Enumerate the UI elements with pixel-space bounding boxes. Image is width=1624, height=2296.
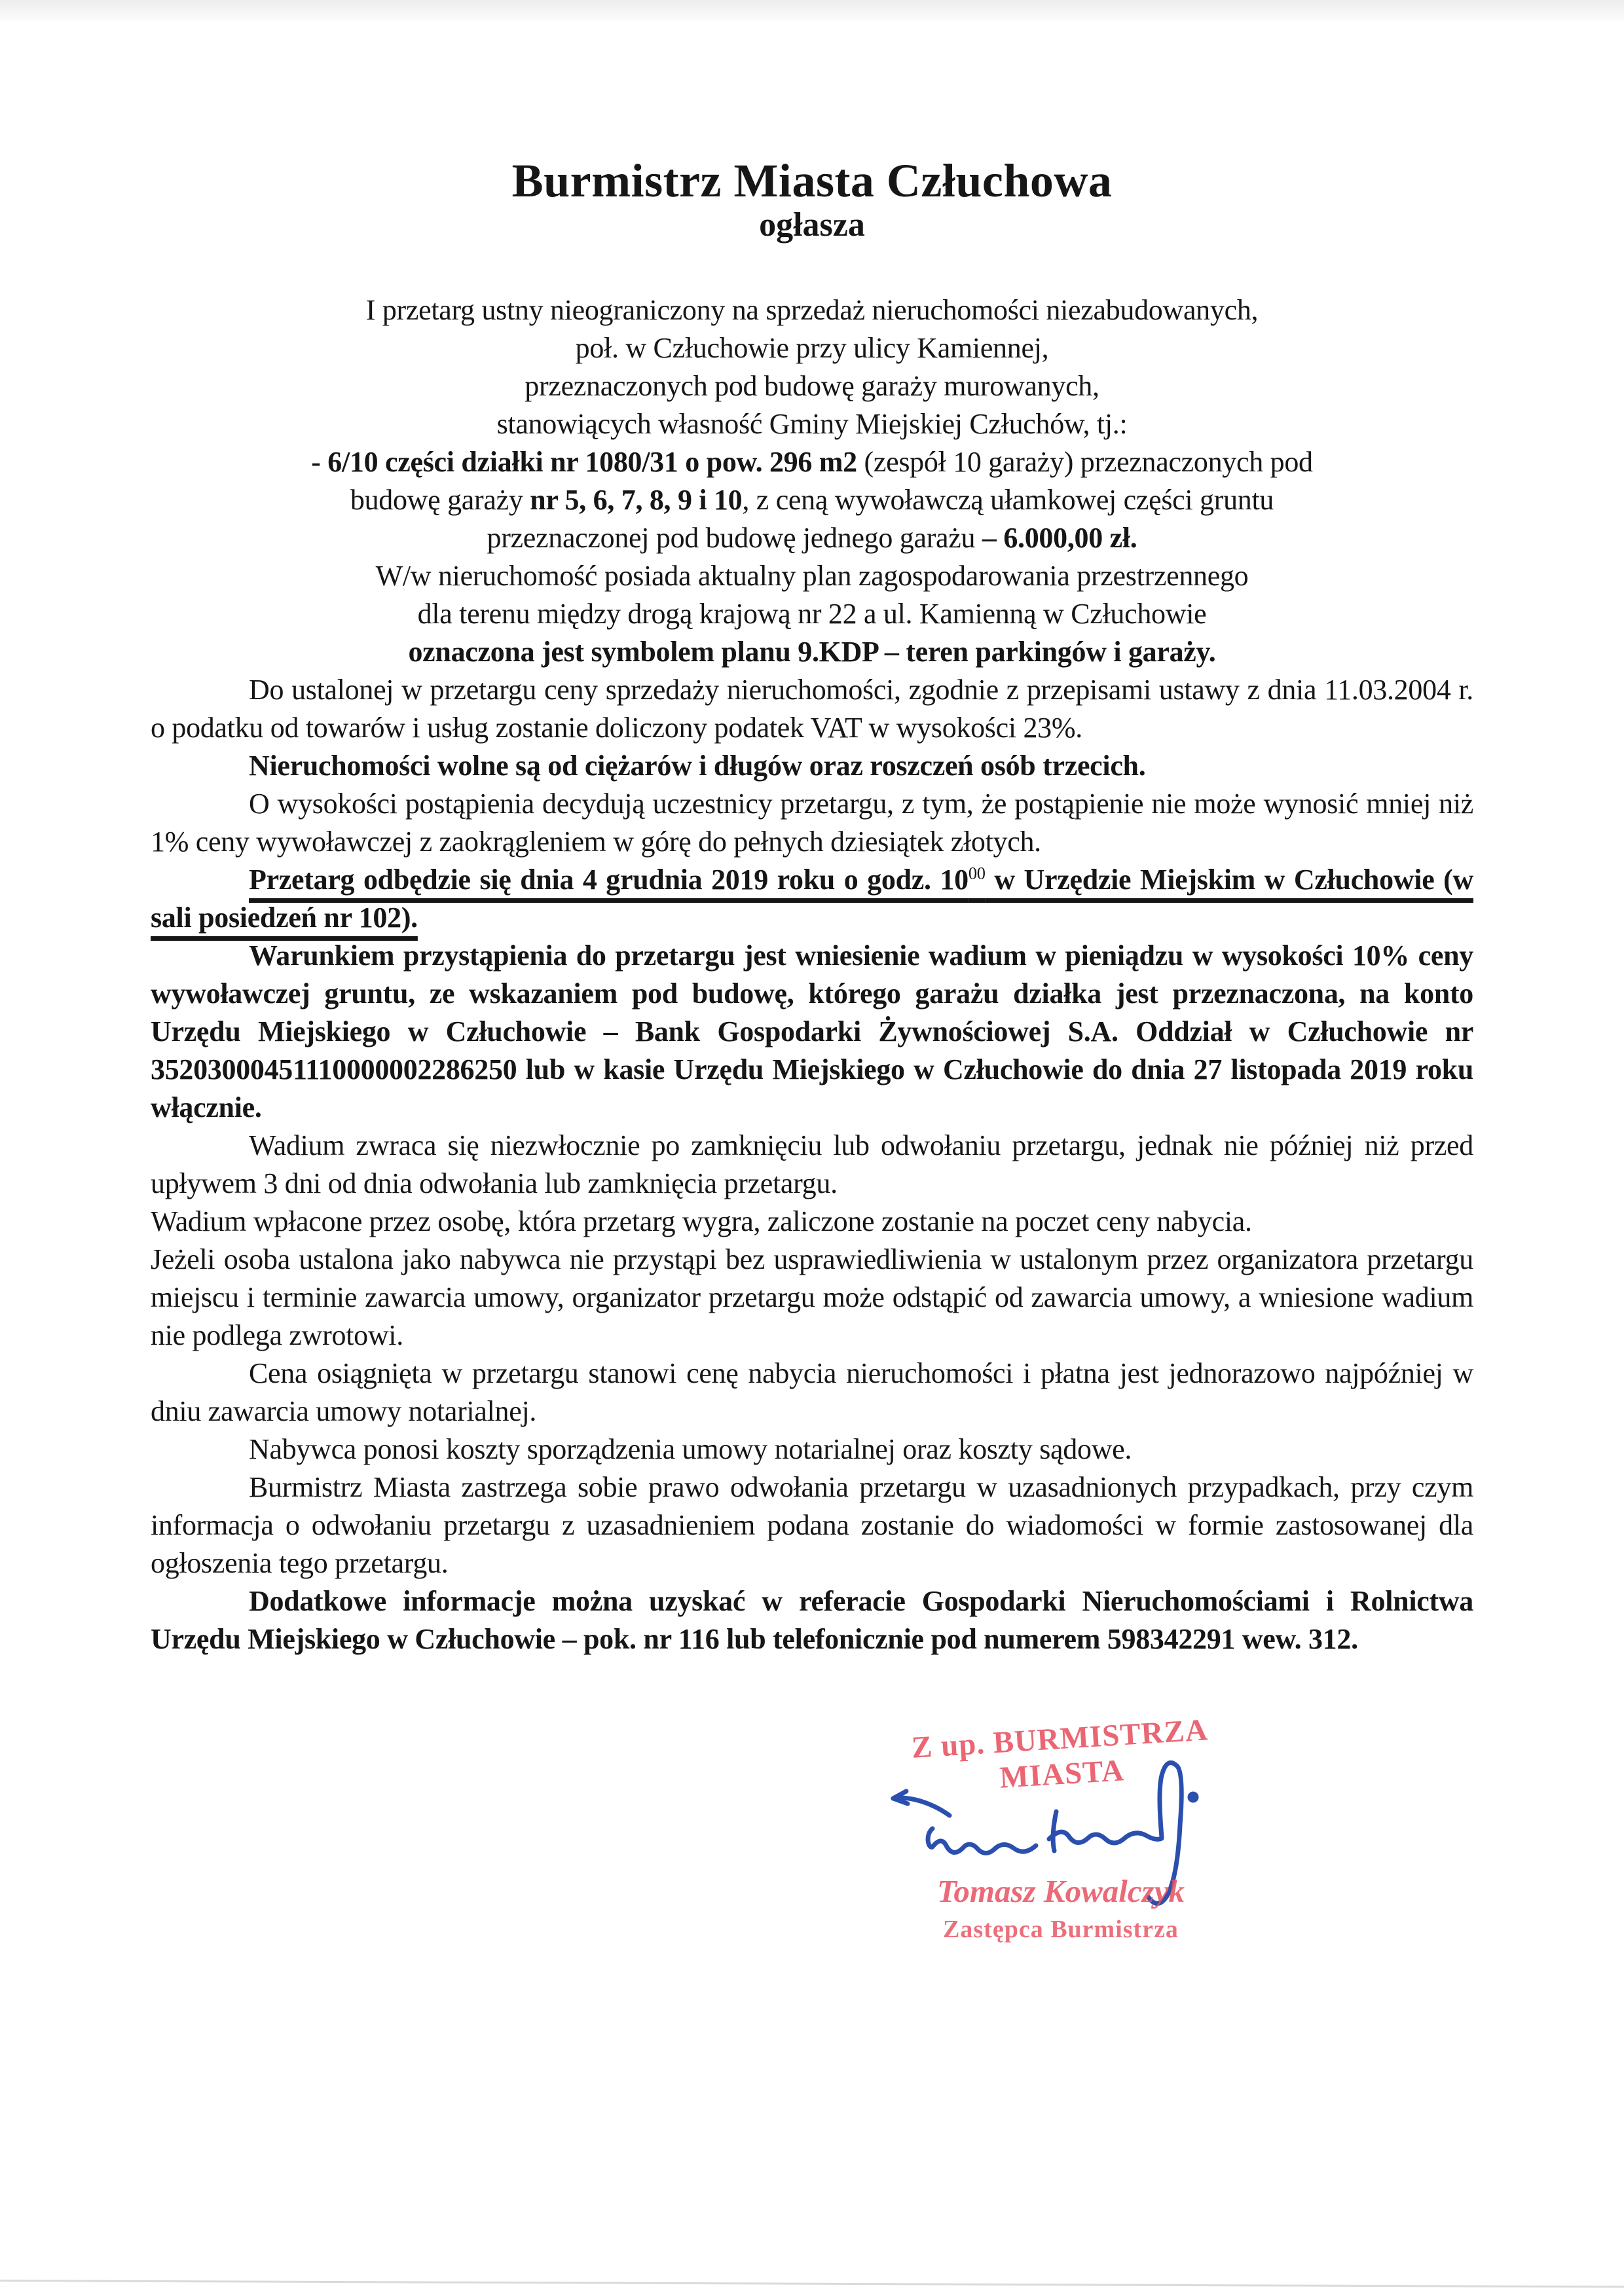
text-run: Dodatkowe informacje można uzyskać w referacie Gospodarki Nieruchomościami i Rolnictwa Urzędu Miejskiego w Człuchowie – pok. nr 116 lub telefonicznie pod numerem 598342291 wew. 312.	[151, 1585, 1473, 1655]
stamp-signer-name: Tomasz Kowalczyk	[937, 1873, 1185, 1909]
text-run: poł. w Człuchowie przy ulicy Kamiennej,	[575, 332, 1049, 364]
intro-line	[151, 557, 1473, 595]
paragraph	[151, 1127, 1473, 1203]
intro-line	[151, 519, 1473, 557]
paragraph	[151, 671, 1473, 747]
paragraph	[151, 1468, 1473, 1582]
text-run: Nabywca ponosi koszty sporządzenia umowy notarialnej oraz koszty sądowe.	[249, 1433, 1132, 1465]
text-run: - 6/10 części działki nr 1080/31 o pow. 296 m2	[311, 446, 864, 478]
intro-line	[151, 291, 1473, 329]
text-run: – 6.000,00 zł.	[982, 522, 1137, 554]
text-run: dla terenu między drogą krajową nr 22 a ul. Kamienną w Człuchowie	[417, 598, 1207, 630]
intro-line	[151, 481, 1473, 519]
text-run: 00	[968, 863, 986, 883]
document-title: Burmistrz Miasta Człuchowa	[511, 155, 1113, 207]
text-run: budowę garaży	[350, 484, 530, 516]
paragraph	[151, 1355, 1473, 1430]
text-run: w Urzędzie Miejskim w Człuchowie (w sali posiedzeń nr 102).	[151, 864, 1473, 934]
text-run: W/w nieruchomość posiada aktualny plan zagospodarowania przestrzennego	[375, 560, 1249, 592]
document-subtitle: ogłasza	[759, 206, 865, 244]
scan-edge-top	[0, 0, 1624, 22]
text-run: I przetarg ustny nieograniczony na sprzedaż nieruchomości niezabudowanych,	[365, 294, 1259, 326]
intro-line	[151, 329, 1473, 367]
intro-block	[151, 291, 1473, 671]
text-run: Cena osiągnięta w przetargu stanowi cenę nabycia nieruchomości i płatna jest jednorazowo najpóźniej w dniu zawarcia umowy notarialnej.	[151, 1357, 1473, 1427]
text-run: stanowiących własność Gminy Miejskiej Człuchów, tj.:	[496, 408, 1128, 440]
paragraph-auction-date	[151, 861, 1473, 937]
intro-line	[151, 443, 1473, 481]
text-run: O wysokości postąpienia decydują uczestnicy przetargu, z tym, że postąpienie nie może wynosić mniej niż 1% ceny wywoławczej z zaokrągleniem w górę do pełnych dziesiątek złotych.	[151, 788, 1473, 858]
text-run: Do ustalonej w przetargu ceny sprzedaży nieruchomości, zgodnie z przepisami ustawy z dnia 11.03.2004 r. o podatku od towarów i usług zostanie doliczony podatek VAT w wysokości 23%.	[151, 674, 1473, 744]
intro-line	[151, 405, 1473, 443]
document-content	[151, 157, 1473, 1658]
text-run: Wadium wpłacone przez osobę, która przetarg wygra, zaliczone zostanie na poczet ceny nabycia.	[151, 1205, 1252, 1237]
body-text-block	[151, 671, 1473, 1658]
scan-edge-bottom	[0, 2280, 1624, 2288]
text-run: przeznaczonych pod budowę garaży murowanych,	[525, 370, 1099, 402]
stamp-signer-title: Zastępca Burmistrza	[943, 1916, 1179, 1943]
signature-stamp-block	[851, 1712, 1270, 1974]
text-run: nr 5, 6, 7, 8, 9 i 10	[530, 484, 743, 516]
paragraph	[151, 1582, 1473, 1658]
paragraph	[151, 1203, 1473, 1241]
intro-line	[151, 595, 1473, 633]
intro-line	[151, 367, 1473, 405]
text-run: Burmistrz Miasta zastrzega sobie prawo odwołania przetargu w uzasadnionych przypadkach, przy czym informacja o odwołaniu przetargu z uzasadnieniem podana zostanie do wiadomości w formie zastosowanej dla ogłoszenia tego przetargu.	[151, 1471, 1473, 1579]
paragraph	[151, 1430, 1473, 1468]
text-run: Nieruchomości wolne są od ciężarów i długów oraz roszczeń osób trzecich.	[249, 750, 1146, 782]
stamp-authorization-text: Z up. BURMISTRZA MIASTA	[910, 1713, 1209, 1795]
text-run: oznaczona jest symbolem planu 9.KDP – teren parkingów i garaży.	[408, 636, 1216, 668]
paragraph	[151, 747, 1473, 785]
text-run: (zespół 10 garaży) przeznaczonych pod	[864, 446, 1313, 478]
paragraph	[151, 937, 1473, 1127]
text-run: Jeżeli osoba ustalona jako nabywca nie przystąpi bez usprawiedliwienia w ustalonym przez organizatora przetargu miejscu i terminie zawarcia umowy, organizator przetargu może odstąpić od zawarcia umowy, a wniesione wadium nie podlega zwrotowi.	[151, 1243, 1473, 1351]
paragraph	[151, 785, 1473, 861]
text-run: , z ceną wywoławczą ułamkowej części gruntu	[742, 484, 1274, 516]
paragraph	[151, 1241, 1473, 1355]
text-run: Wadium zwraca się niezwłocznie po zamknięciu lub odwołaniu przetargu, jednak nie później niż przed upływem 3 dni od dnia odwołania lub zamknięcia przetargu.	[151, 1129, 1473, 1199]
text-run: Przetarg odbędzie się dnia 4 grudnia 2019 roku o godz. 10	[249, 864, 969, 896]
text-run: Warunkiem przystąpienia do przetargu jest wniesienie wadium w pieniądzu w wysokości 10% ceny wywoławczej gruntu, ze wskazaniem pod budowę, którego garażu działka jest przeznaczona, na konto Urzędu Miejskiego w Człuchowie – Bank Gospodarki Żywnościowej S.A. Oddział w Człuchowie nr 35203000451110000002286250 lub w kasie Urzędu Miejskiego w Człuchowie do dnia 27 listopada 2019 roku włącznie.	[151, 939, 1473, 1123]
intro-line	[151, 633, 1473, 671]
text-run: przeznaczonej pod budowę jednego garażu	[487, 522, 982, 554]
